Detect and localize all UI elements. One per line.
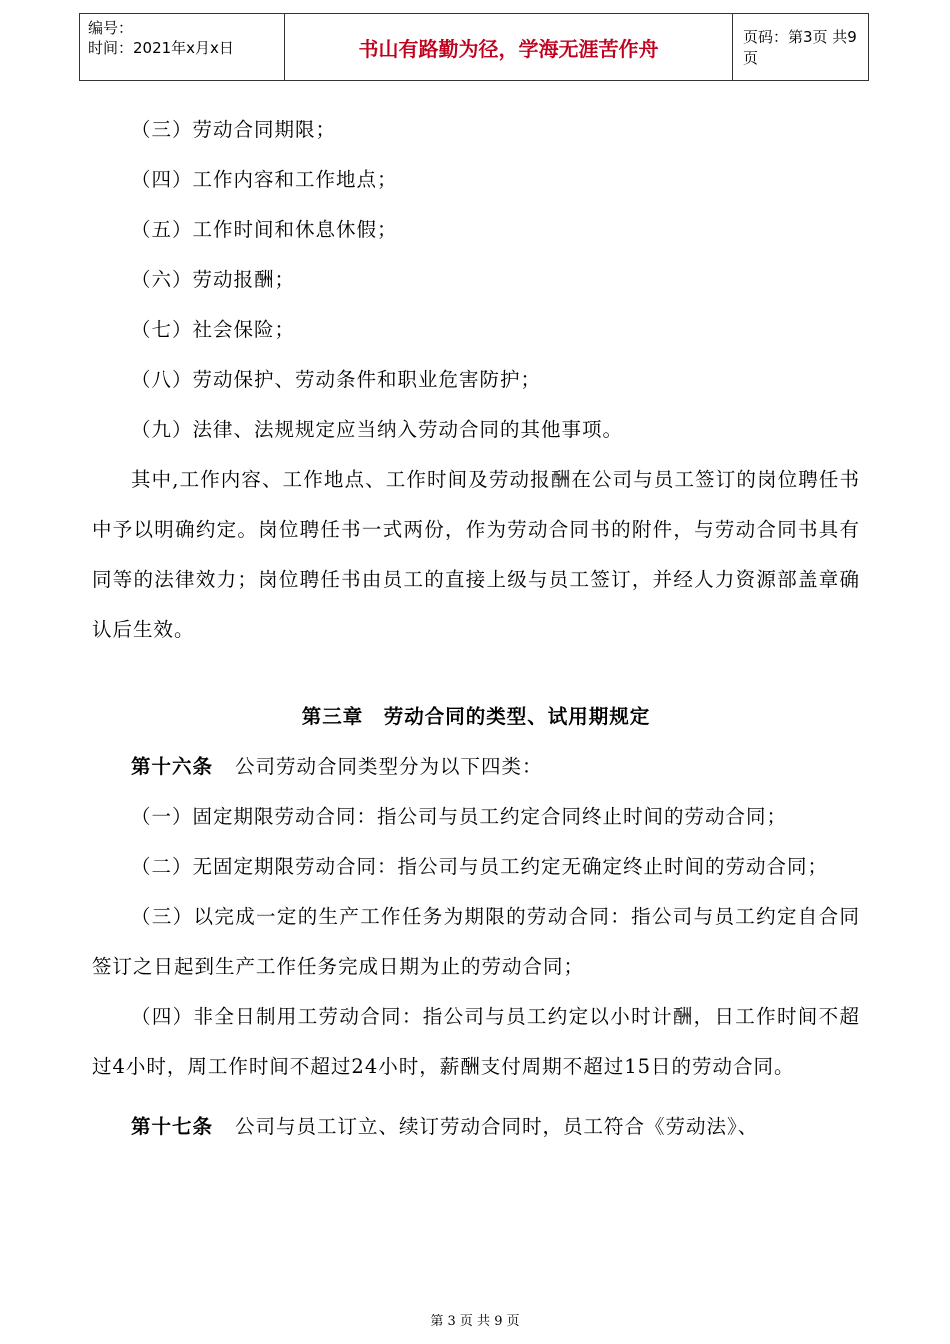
- header-page-info: 页码：第3页 共9页: [743, 28, 857, 67]
- page-header: [79, 13, 869, 81]
- list-item: （六）劳动报酬；: [131, 268, 296, 291]
- article-16: [92, 742, 860, 792]
- list-item: （一）固定期限劳动合同：指公司与员工约定合同终止时间的劳动合同；: [131, 805, 788, 828]
- list-item: （四）非全日制用工劳动合同：指公司与员工约定以小时计酬，日工作时间不超过4小时，周工作时间不超过24小时，薪酬支付周期不超过15日的劳动合同。: [92, 1005, 860, 1078]
- main-paragraph: 其中,工作内容、工作地点、工作时间及劳动报酬在公司与员工签订的岗位聘任书中予以明确约定。岗位聘任书一式两份，作为劳动合同书的附件，与劳动合同书具有同等的法律效力；岗位聘任书由员工的直接上级与员工签订，并经人力资源部盖章确认后生效。: [92, 468, 860, 641]
- article-17: [92, 1102, 860, 1152]
- header-time-label: 时间：2021年x月x日: [88, 39, 234, 57]
- chapter-title: 第三章 劳动合同的类型、试用期规定: [301, 705, 651, 728]
- list-item: （五）工作时间和休息休假；: [131, 218, 398, 241]
- list-item: （三）以完成一定的生产工作任务为期限的劳动合同：指公司与员工约定自合同签订之日起到生产工作任务完成日期为止的劳动合同；: [92, 905, 860, 978]
- list-item: （四）工作内容和工作地点；: [131, 168, 398, 191]
- article-16-label: 第十六条: [131, 755, 214, 778]
- list-item: （九）法律、法规规定应当纳入劳动合同的其他事项。: [131, 418, 624, 441]
- page-footer: 第 3 页 共 9 页: [430, 1314, 520, 1329]
- list-item: （七）社会保险；: [131, 318, 296, 341]
- list-item: （八）劳动保护、劳动条件和职业危害防护；: [131, 368, 542, 391]
- header-motto: 书山有路勤为径，学海无涯苦作舟: [285, 14, 733, 80]
- list-item: （三）劳动合同期限；: [131, 118, 337, 141]
- article-17-text: 公司与员工订立、续订劳动合同时，员工符合《劳动法》、: [235, 1115, 759, 1138]
- list-item: （二）无固定期限劳动合同：指公司与员工约定无确定终止时间的劳动合同；: [131, 855, 829, 878]
- document-body: [92, 105, 860, 1152]
- article-17-label: 第十七条: [131, 1115, 214, 1138]
- article-16-text: 公司劳动合同类型分为以下四类：: [235, 755, 543, 778]
- header-meta: [80, 14, 285, 80]
- header-number-label: 编号：: [88, 19, 134, 37]
